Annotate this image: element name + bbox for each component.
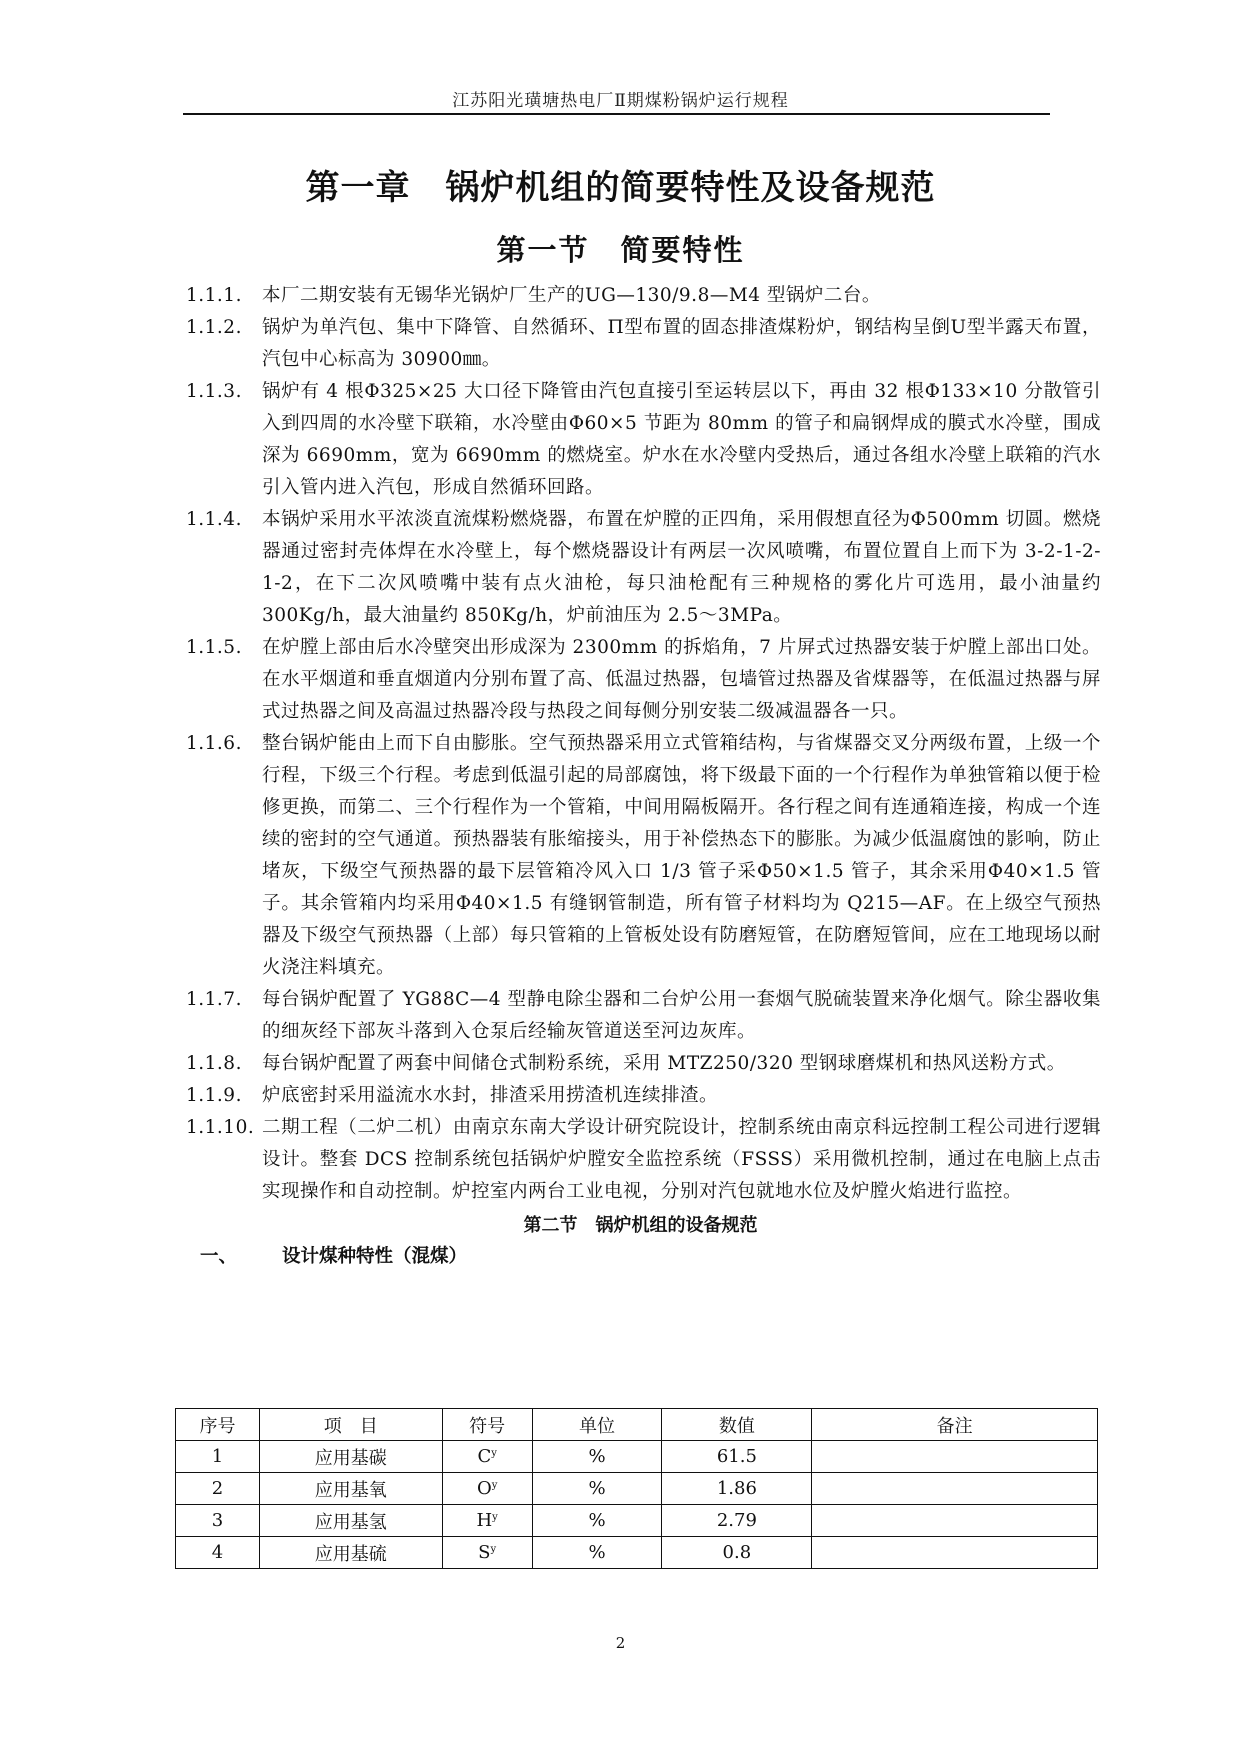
paragraph-text: 在炉膛上部由后水冷壁突出形成深为 2300mm 的拆焰角，7 片屏式过热器安装于炉膛上部出口处。在水平烟道和垂直烟道内分别布置了高、低温过热器，包墙管过热器及省煤器等，在低温过热器与屏式过热器之间及高温过热器冷段与热段之间每侧分别安装二级减温器各一只。 xyxy=(262,637,1101,722)
paragraph xyxy=(0,376,1241,504)
column-header: 备注 xyxy=(812,1409,1098,1441)
paragraph-number: 1.1.4. xyxy=(186,509,242,530)
paragraph-text: 每台锅炉配置了 YG88C—4 型静电除尘器和二台炉公用一套烟气脱硫装置来净化烟气。除尘器收集的细灰经下部灰斗落到入仓泵后经输灰管道送至河边灰库。 xyxy=(262,989,1101,1042)
cell-symbol: $O^y$ xyxy=(442,1473,532,1505)
cell-no: 1 xyxy=(176,1441,260,1473)
section-2-title: 第二节 锅炉机组的设备规范 xyxy=(523,1215,758,1236)
paragraph-number: 1.1.7. xyxy=(186,989,242,1010)
page-header: 江苏阳光璜塘热电厂Ⅱ期煤粉锅炉运行规程 xyxy=(452,91,789,111)
cell-item: 应用基氢 xyxy=(259,1505,442,1537)
column-header: 单位 xyxy=(532,1409,662,1441)
paragraph-list xyxy=(0,280,1241,1278)
cell-value: 0.8 xyxy=(662,1537,812,1569)
section-title: 第一节 简要特性 xyxy=(496,233,745,267)
paragraph-text: 本锅炉采用水平浓淡直流煤粉燃烧器，布置在炉膛的正四角，采用假想直径为Φ500mm 切圆。燃烧器通过密封壳体焊在水冷壁上，每个燃烧器设计有两层一次风喷嘴，布置位置自上而下为 3-2-1-2-1-2，在下二次风喷嘴中装有点火油枪，每只油枪配有三种规格的雾化片可选用，最小油量约 300Kg/h，最大油量约 850Kg/h，炉前油压为 2.5～3MPa。 xyxy=(262,509,1101,626)
paragraph-text: 每台锅炉配置了两套中间储仓式制粉系统，采用 MTZ250/320 型钢球磨煤机和热风送粉方式。 xyxy=(262,1053,1066,1074)
paragraph-number: 1.1.3. xyxy=(186,381,242,402)
paragraph-number: 1.1.8. xyxy=(186,1053,242,1074)
paragraph-number: 1.1.6. xyxy=(186,733,242,754)
paragraph-number: 1.1.5. xyxy=(186,637,242,658)
table-header-row xyxy=(176,1409,1098,1441)
paragraph-text: 锅炉有 4 根Φ325×25 大口径下降管由汽包直接引至运转层以下，再由 32 根Φ133×10 分散管引入到四周的水冷壁下联箱，水冷壁由Φ60×5 节距为 80mm 的管子和扁钢焊成的膜式水冷壁，围成深为 6690mm，宽为 6690mm 的燃烧室。炉水在水冷壁内受热后，通过各组水冷壁上联箱的汽水引入管内进入汽包，形成自然循环回路。 xyxy=(262,381,1101,498)
paragraph-text: 炉底密封采用溢流水水封，排渣采用捞渣机连续排渣。 xyxy=(262,1085,719,1106)
paragraph-text: 锅炉为单汽包、集中下降管、自然循环、Π型布置的固态排渣煤粉炉，钢结构呈倒U型半露天布置，汽包中心标高为 30900㎜。 xyxy=(262,317,1101,370)
cell-unit: % xyxy=(532,1473,662,1505)
cell-unit: % xyxy=(532,1537,662,1569)
cell-unit: % xyxy=(532,1505,662,1537)
paragraph-number: 1.1.1. xyxy=(186,285,242,306)
paragraph xyxy=(0,728,1241,984)
chapter-title: 第一章 锅炉机组的简要特性及设备规范 xyxy=(305,168,936,208)
column-header: 序号 xyxy=(176,1409,260,1441)
cell-item: 应用基碳 xyxy=(259,1441,442,1473)
paragraph-text: 整台锅炉能由上而下自由膨胀。空气预热器采用立式管箱结构，与省煤器交叉分两级布置，上级一个行程，下级三个行程。考虑到低温引起的局部腐蚀，将下级最下面的一个行程作为单独管箱以便于检修更换，而第二、三个行程作为一个管箱，中间用隔板隔开。各行程之间有连通箱连接，构成一个连续的密封的空气通道。预热器装有胀缩接头，用于补偿热态下的膨胀。为减少低温腐蚀的影响，防止堵灰，下级空气预热器的最下层管箱冷风入口 1/3 管子采Φ50×1.5 管子，其余采用Φ40×1.5 管子。其余管箱内均采用Φ40×1.5 有缝钢管制造，所有管子材料均为 Q215—AF。在上级空气预热器及下级空气预热器（上部）每只管箱的上管板处设有防磨短管，在防磨短管间，应在工地现场以耐火浇注料填充。 xyxy=(262,733,1101,978)
cell-note xyxy=(812,1505,1098,1537)
paragraph xyxy=(0,1048,1241,1080)
column-header: 符号 xyxy=(442,1409,532,1441)
paragraph xyxy=(0,280,1241,312)
cell-value: 1.86 xyxy=(662,1473,812,1505)
cell-unit: % xyxy=(532,1441,662,1473)
coal-spec-table xyxy=(175,1408,1098,1569)
subsection-heading xyxy=(0,1242,1241,1278)
subsection-title: 设计煤种特性（混煤） xyxy=(282,1246,468,1267)
cell-value: 61.5 xyxy=(662,1441,812,1473)
paragraph-number: 1.1.10. xyxy=(186,1117,255,1138)
table-row xyxy=(176,1441,1098,1473)
table-row xyxy=(176,1473,1098,1505)
paragraph xyxy=(0,312,1241,376)
cell-symbol: $S^y$ xyxy=(442,1537,532,1569)
cell-note xyxy=(812,1473,1098,1505)
paragraph xyxy=(0,984,1241,1048)
paragraph-number: 1.1.9. xyxy=(186,1085,242,1106)
cell-no: 3 xyxy=(176,1505,260,1537)
header-divider xyxy=(183,113,1050,115)
column-header: 数值 xyxy=(662,1409,812,1441)
page-number: 2 xyxy=(615,1634,626,1652)
cell-note xyxy=(812,1537,1098,1569)
cell-value: 2.79 xyxy=(662,1505,812,1537)
cell-item: 应用基氧 xyxy=(259,1473,442,1505)
cell-symbol: $H^y$ xyxy=(442,1505,532,1537)
cell-no: 2 xyxy=(176,1473,260,1505)
paragraph-text: 二期工程（二炉二机）由南京东南大学设计研究院设计，控制系统由南京科远控制工程公司进行逻辑设计。整套 DCS 控制系统包括锅炉炉膛安全监控系统（FSSS）采用微机控制，通过在电脑上点击实现操作和自动控制。炉控室内两台工业电视，分别对汽包就地水位及炉膛火焰进行监控。 xyxy=(262,1117,1101,1202)
paragraph-text: 本厂二期安装有无锡华光锅炉厂生产的UG—130/9.8—M4 型锅炉二台。 xyxy=(262,285,881,306)
paragraph xyxy=(0,632,1241,728)
paragraph xyxy=(0,1080,1241,1112)
cell-item: 应用基硫 xyxy=(259,1537,442,1569)
paragraph xyxy=(0,504,1241,632)
cell-symbol: $C^y$ xyxy=(442,1441,532,1473)
table-row xyxy=(176,1505,1098,1537)
cell-no: 4 xyxy=(176,1537,260,1569)
subsection-index: 一、 xyxy=(200,1246,238,1267)
paragraph-number: 1.1.2. xyxy=(186,317,242,338)
table-row xyxy=(176,1537,1098,1569)
cell-note xyxy=(812,1441,1098,1473)
column-header: 项 目 xyxy=(259,1409,442,1441)
paragraph xyxy=(0,1112,1241,1208)
